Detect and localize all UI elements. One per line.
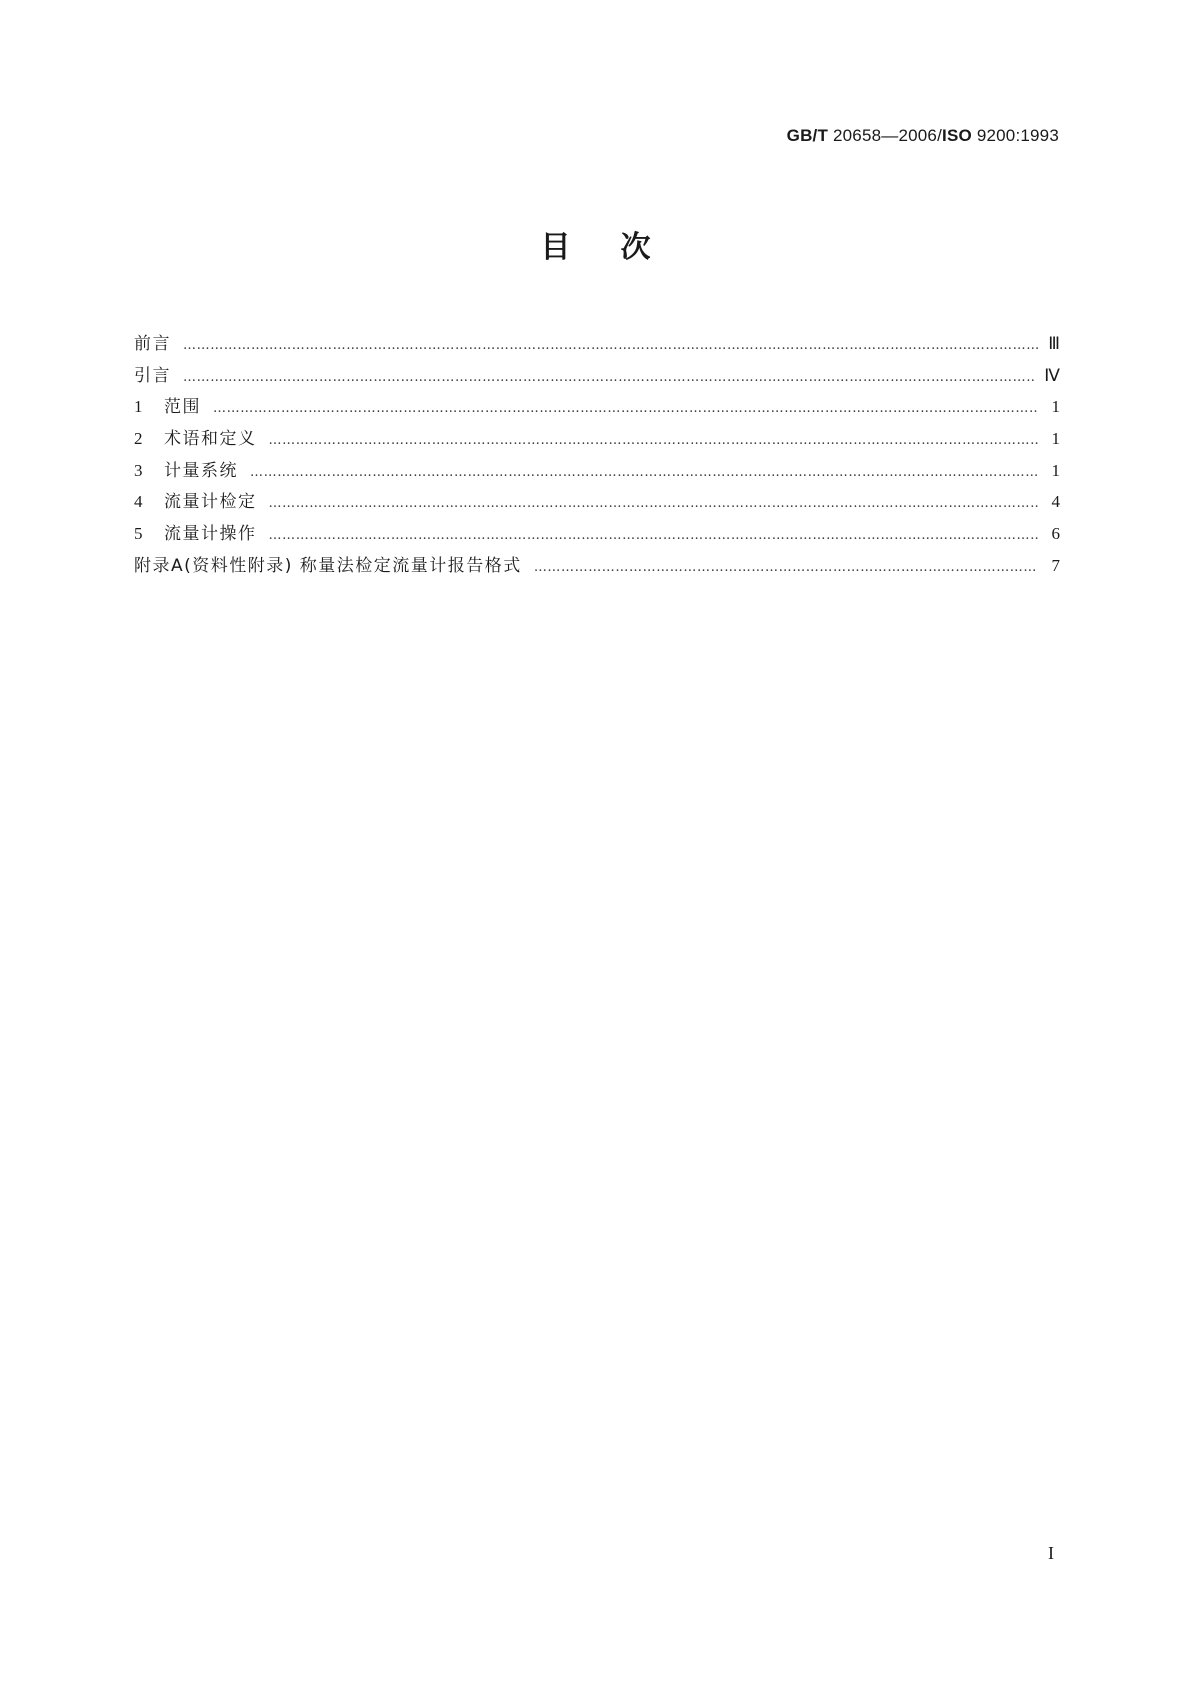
- toc-leader-dots: [213, 393, 1038, 425]
- toc-entry-label: 4 流量计检定: [134, 486, 257, 519]
- toc-entry-annex-a[interactable]: [134, 550, 1060, 582]
- toc-entry-label: 引言: [134, 365, 171, 386]
- page-number: I: [1048, 1543, 1054, 1563]
- toc-entry-introduction[interactable]: [134, 360, 1060, 392]
- toc-page-number: 1: [1051, 460, 1060, 480]
- toc-leader-dots: [269, 488, 1039, 520]
- standard-prefix: GB/T: [786, 126, 829, 145]
- iso-prefix: ISO: [942, 126, 972, 145]
- toc-page-number: 4: [1051, 492, 1060, 512]
- toc-entry-label: 1 范围: [134, 391, 201, 424]
- toc-leader-dots: [534, 552, 1038, 584]
- toc-page-number: 6: [1051, 524, 1060, 544]
- toc-entry-label: 2 术语和定义: [134, 423, 257, 456]
- toc-section-number: 2: [134, 429, 143, 449]
- toc-page-number: 7: [1051, 555, 1060, 575]
- toc-leader-dots: [183, 330, 1038, 362]
- toc-page-number: 1: [1051, 397, 1060, 417]
- table-of-contents: [134, 328, 1060, 582]
- toc-page-number: Ⅳ: [1044, 365, 1060, 385]
- toc-section-number: 3: [134, 460, 143, 480]
- toc-entry-meter-proving[interactable]: [134, 486, 1060, 518]
- toc-section-number: 4: [134, 492, 143, 512]
- toc-leader-dots: [269, 520, 1039, 552]
- standard-number-part: 20658—2006/: [828, 126, 943, 145]
- toc-page-number: Ⅲ: [1048, 334, 1060, 353]
- toc-entry-metering-system[interactable]: [134, 455, 1060, 487]
- toc-entry-label: 3 计量系统: [134, 455, 238, 488]
- toc-entry-label: 前言: [134, 334, 171, 354]
- toc-section-number: 5: [134, 524, 143, 544]
- page-title: 目次: [540, 230, 701, 265]
- toc-leader-dots: [183, 362, 1036, 394]
- toc-section-number: 1: [134, 397, 143, 417]
- standard-number: [787, 126, 1059, 146]
- toc-entry-label: 附录A(资料性附录) 称量法检定流量计报告格式: [134, 555, 522, 576]
- toc-leader-dots: [250, 457, 1038, 489]
- toc-entry-label: 5 流量计操作: [134, 518, 257, 551]
- toc-entry-terms-definitions[interactable]: [134, 423, 1060, 455]
- toc-leader-dots: [269, 425, 1039, 457]
- toc-entry-meter-operation[interactable]: [134, 518, 1060, 550]
- iso-number-part: 9200:1993: [971, 126, 1059, 145]
- toc-entry-foreword[interactable]: [134, 328, 1060, 360]
- toc-page-number: 1: [1051, 429, 1060, 449]
- toc-entry-scope[interactable]: [134, 391, 1060, 423]
